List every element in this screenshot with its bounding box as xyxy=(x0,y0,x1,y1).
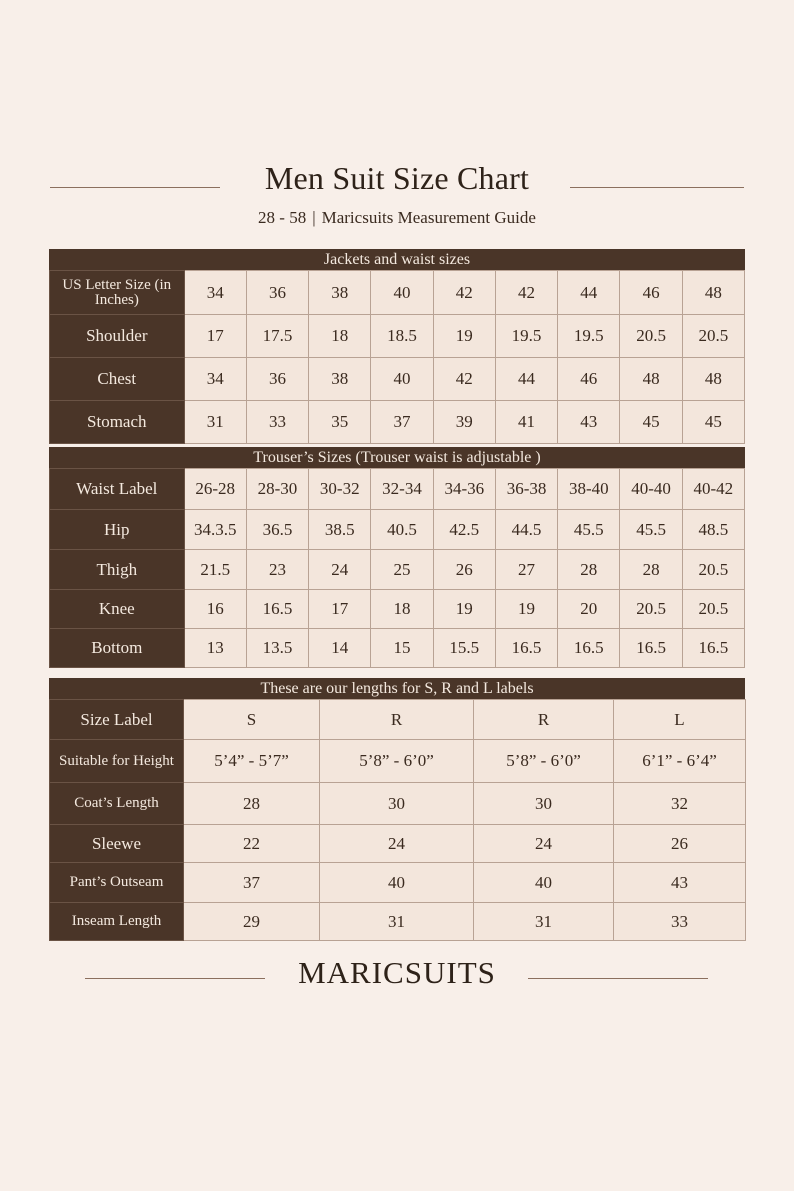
trousers-cell: 28 xyxy=(558,550,620,590)
jackets-row-label: Chest xyxy=(50,358,185,401)
lengths-cell: 22 xyxy=(184,825,320,863)
trousers-row-label: Thigh xyxy=(50,550,185,590)
jackets-cell: 19 xyxy=(433,315,495,358)
trousers-cell: 34-36 xyxy=(433,469,495,510)
trousers-cell: 27 xyxy=(495,550,557,590)
trousers-row-label: Knee xyxy=(50,590,185,629)
lengths-cell: 31 xyxy=(474,903,614,941)
jackets-cell: 36 xyxy=(246,271,308,315)
jackets-cell: 46 xyxy=(558,358,620,401)
jackets-cell: 48 xyxy=(620,358,682,401)
jackets-cell: 19.5 xyxy=(495,315,557,358)
lengths-cell: 26 xyxy=(614,825,746,863)
jackets-cell: 46 xyxy=(620,271,682,315)
jackets-table xyxy=(49,270,745,444)
jackets-cell: 18.5 xyxy=(371,315,433,358)
trousers-cell: 19 xyxy=(495,590,557,629)
jackets-cell: 20.5 xyxy=(682,315,744,358)
jackets-cell: 41 xyxy=(495,401,557,444)
trousers-cell: 40-42 xyxy=(682,469,744,510)
jackets-cell: 17.5 xyxy=(246,315,308,358)
lengths-cell: S xyxy=(184,700,320,740)
lengths-cell: 5’8” - 6’0” xyxy=(320,740,474,783)
jackets-cell: 44 xyxy=(495,358,557,401)
jackets-row-label: Stomach xyxy=(50,401,185,444)
jackets-row-label: US Letter Size (in Inches) xyxy=(50,271,185,315)
jackets-row xyxy=(50,401,745,444)
jackets-cell: 17 xyxy=(184,315,246,358)
lengths-cell: 32 xyxy=(614,783,746,825)
jackets-cell: 42 xyxy=(433,271,495,315)
jackets-cell: 42 xyxy=(433,358,495,401)
jackets-cell: 36 xyxy=(246,358,308,401)
trousers-cell: 34.3.5 xyxy=(184,510,246,550)
trousers-cell: 42.5 xyxy=(433,510,495,550)
lengths-cell: 6’1” - 6’4” xyxy=(614,740,746,783)
jackets-cell: 43 xyxy=(558,401,620,444)
lengths-band: These are our lengths for S, R and L labels xyxy=(49,678,745,699)
trousers-cell: 45.5 xyxy=(620,510,682,550)
lengths-cell: 31 xyxy=(320,903,474,941)
trousers-cell: 36-38 xyxy=(495,469,557,510)
trousers-cell: 20 xyxy=(558,590,620,629)
trousers-cell: 44.5 xyxy=(495,510,557,550)
title-rule-right xyxy=(570,187,744,188)
page-subtitle xyxy=(0,208,794,228)
lengths-cell: 24 xyxy=(320,825,474,863)
jackets-cell: 37 xyxy=(371,401,433,444)
lengths-table xyxy=(49,699,746,941)
jackets-cell: 40 xyxy=(371,271,433,315)
trousers-cell: 17 xyxy=(309,590,371,629)
jackets-cell: 19.5 xyxy=(558,315,620,358)
trousers-cell: 13.5 xyxy=(246,629,308,668)
jackets-band: Jackets and waist sizes xyxy=(49,249,745,270)
trousers-cell: 20.5 xyxy=(682,590,744,629)
trousers-row-label: Hip xyxy=(50,510,185,550)
lengths-row-label: Size Label xyxy=(50,700,184,740)
measurement-guide-label: Maricsuits Measurement Guide xyxy=(321,208,536,227)
jackets-cell: 35 xyxy=(309,401,371,444)
jackets-cell: 45 xyxy=(620,401,682,444)
trousers-cell: 40-40 xyxy=(620,469,682,510)
trousers-row xyxy=(50,469,745,510)
lengths-cell: 43 xyxy=(614,863,746,903)
page-title: Men Suit Size Chart xyxy=(264,160,530,196)
trousers-cell: 16 xyxy=(184,590,246,629)
trousers-cell: 16.5 xyxy=(682,629,744,668)
lengths-row xyxy=(50,863,746,903)
trousers-cell: 20.5 xyxy=(620,590,682,629)
jackets-cell: 18 xyxy=(309,315,371,358)
jackets-cell: 42 xyxy=(495,271,557,315)
lengths-cell: R xyxy=(320,700,474,740)
lengths-row-label: Coat’s Length xyxy=(50,783,184,825)
jackets-cell: 39 xyxy=(433,401,495,444)
lengths-cell: 37 xyxy=(184,863,320,903)
jackets-cell: 45 xyxy=(682,401,744,444)
lengths-cell: 30 xyxy=(320,783,474,825)
jackets-row xyxy=(50,271,745,315)
jackets-cell: 44 xyxy=(558,271,620,315)
trousers-cell: 40.5 xyxy=(371,510,433,550)
lengths-cell: 40 xyxy=(474,863,614,903)
jackets-cell: 48 xyxy=(682,271,744,315)
jackets-table-block xyxy=(49,249,745,444)
trousers-cell: 26-28 xyxy=(184,469,246,510)
jackets-cell: 31 xyxy=(184,401,246,444)
trousers-cell: 30-32 xyxy=(309,469,371,510)
lengths-cell: 29 xyxy=(184,903,320,941)
jackets-cell: 38 xyxy=(309,358,371,401)
jackets-row xyxy=(50,358,745,401)
trousers-cell: 26 xyxy=(433,550,495,590)
jackets-cell: 40 xyxy=(371,358,433,401)
jackets-cell: 34 xyxy=(184,358,246,401)
lengths-cell: 30 xyxy=(474,783,614,825)
trousers-cell: 20.5 xyxy=(682,550,744,590)
size-range: 28 - 58 xyxy=(258,208,307,227)
lengths-cell: R xyxy=(474,700,614,740)
jackets-cell: 20.5 xyxy=(620,315,682,358)
lengths-cell: 33 xyxy=(614,903,746,941)
trousers-table xyxy=(49,468,745,668)
trousers-cell: 28-30 xyxy=(246,469,308,510)
trousers-cell: 45.5 xyxy=(558,510,620,550)
trousers-cell: 16.5 xyxy=(620,629,682,668)
brand-rule-right xyxy=(528,978,708,979)
trousers-cell: 25 xyxy=(371,550,433,590)
trousers-cell: 32-34 xyxy=(371,469,433,510)
trousers-band: Trouser’s Sizes (Trouser waist is adjustable ) xyxy=(49,447,745,468)
jackets-cell: 33 xyxy=(246,401,308,444)
trousers-cell: 13 xyxy=(184,629,246,668)
trousers-row xyxy=(50,629,745,668)
lengths-row-label: Sleewe xyxy=(50,825,184,863)
trousers-cell: 14 xyxy=(309,629,371,668)
trousers-cell: 38-40 xyxy=(558,469,620,510)
trousers-row xyxy=(50,510,745,550)
trousers-cell: 16.5 xyxy=(495,629,557,668)
lengths-row xyxy=(50,903,746,941)
trousers-cell: 36.5 xyxy=(246,510,308,550)
lengths-cell: 24 xyxy=(474,825,614,863)
jackets-row-label: Shoulder xyxy=(50,315,185,358)
trousers-cell: 48.5 xyxy=(682,510,744,550)
trousers-cell: 15.5 xyxy=(433,629,495,668)
trousers-cell: 15 xyxy=(371,629,433,668)
lengths-row xyxy=(50,783,746,825)
lengths-row xyxy=(50,825,746,863)
trousers-cell: 23 xyxy=(246,550,308,590)
trousers-cell: 21.5 xyxy=(184,550,246,590)
jackets-cell: 48 xyxy=(682,358,744,401)
trousers-cell: 16.5 xyxy=(558,629,620,668)
lengths-row-label: Inseam Length xyxy=(50,903,184,941)
page-header xyxy=(0,160,794,210)
trousers-row xyxy=(50,550,745,590)
lengths-row xyxy=(50,740,746,783)
lengths-row xyxy=(50,700,746,740)
lengths-row-label: Pant’s Outseam xyxy=(50,863,184,903)
jackets-cell: 38 xyxy=(309,271,371,315)
lengths-row-label: Suitable for Height xyxy=(50,740,184,783)
lengths-cell: 5’8” - 6’0” xyxy=(474,740,614,783)
lengths-cell: L xyxy=(614,700,746,740)
jackets-row xyxy=(50,315,745,358)
brand-name: MARICSUITS xyxy=(298,955,496,990)
trousers-cell: 19 xyxy=(433,590,495,629)
jackets-cell: 34 xyxy=(184,271,246,315)
trousers-cell: 38.5 xyxy=(309,510,371,550)
trousers-cell: 28 xyxy=(620,550,682,590)
trousers-row-label: Bottom xyxy=(50,629,185,668)
trousers-cell: 16.5 xyxy=(246,590,308,629)
trousers-cell: 18 xyxy=(371,590,433,629)
trousers-row xyxy=(50,590,745,629)
trousers-cell: 24 xyxy=(309,550,371,590)
trousers-row-label: Waist Label xyxy=(50,469,185,510)
trousers-table-block xyxy=(49,447,745,668)
lengths-table-block xyxy=(49,678,745,941)
lengths-cell: 28 xyxy=(184,783,320,825)
lengths-cell: 40 xyxy=(320,863,474,903)
subtitle-separator: | xyxy=(312,208,316,227)
lengths-cell: 5’4” - 5’7” xyxy=(184,740,320,783)
